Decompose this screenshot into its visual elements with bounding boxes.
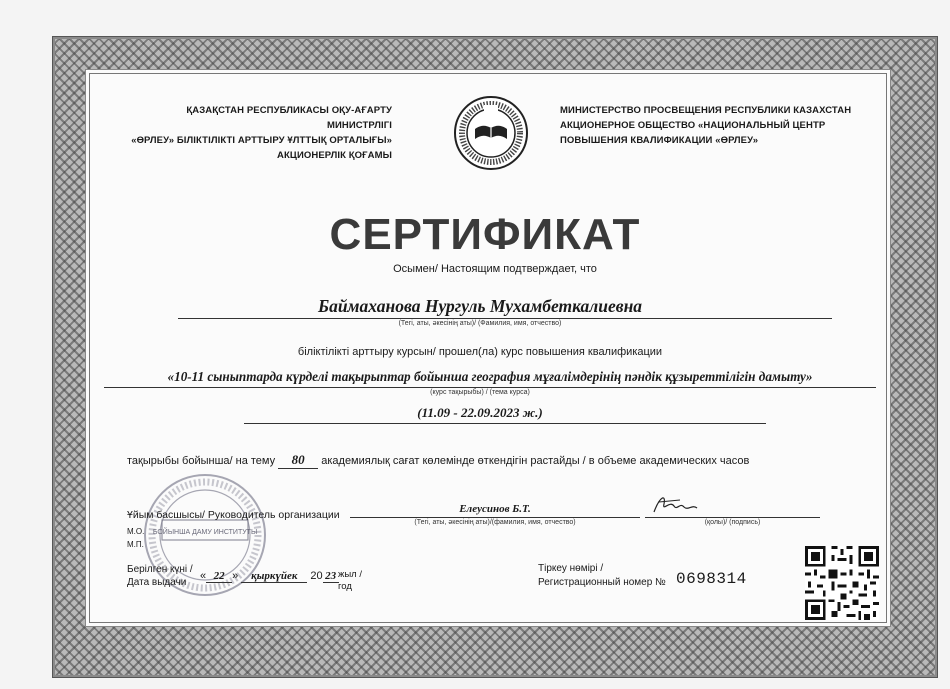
head-name: Елеусинов Б.Т. — [459, 503, 531, 515]
header-right-line: МИНИСТЕРСТВО ПРОСВЕЩЕНИЯ РЕСПУБЛИКИ КАЗАХСТАН — [560, 105, 852, 116]
signature-underline — [645, 517, 820, 518]
recipient-name-hint: (Тегі, аты, әкесінің аты)/ (Фамилия, имя, отчество) — [398, 320, 562, 327]
issue-date-label-ru: Дата выдачи — [127, 577, 187, 588]
course-topic: «10-11 сыныптарда күрделі тақырыптар бойынша география мұғалімдерінің пәндік құзыреттілігін дамыту» — [167, 369, 813, 384]
registration-label — [538, 562, 666, 590]
certificate-title: СЕРТИФИКАТ — [329, 210, 641, 259]
hours-value: 80 — [278, 452, 318, 469]
head-label: Ұйым басшысы/ Руководитель организации — [127, 509, 340, 521]
header-right-line: АКЦИОНЕРНОЕ ОБЩЕСТВО «НАЦИОНАЛЬНЫЙ ЦЕНТР — [560, 120, 826, 131]
header-left-line: «ӨРЛЕУ» БІЛІКТІЛІКТІ АРТТЫРУ ҰЛТТЫҚ ОРТАЛЫҒЫ» — [131, 135, 392, 146]
seal-place-ru: М.П. — [127, 540, 144, 549]
header-left-line: ҚАЗАҚСТАН РЕСПУБЛИКАСЫ ОҚУ-АҒАРТУ МИНИСТРЛІГІ — [186, 105, 392, 131]
header-right-line: ПОВЫШЕНИЯ КВАЛИФИКАЦИИ «ӨРЛЕУ» — [560, 135, 759, 146]
qr-code-icon — [805, 546, 879, 620]
issue-day: 22 — [206, 570, 232, 583]
course-dates: (11.09 - 22.09.2023 ж.) — [417, 405, 543, 420]
stamp-text: БОЙЫНША ДАМУ ИНСТИТУТЫ — [152, 529, 258, 536]
registration-label-ru: Регистрационный номер № — [538, 577, 666, 588]
year-label — [338, 569, 362, 593]
recipient-name: Баймаханова Нургуль Мухамбеткалиевна — [317, 296, 643, 316]
signature-image — [650, 490, 700, 518]
hours-suffix: академиялық сағат көлемінде өткендігін растайды / в объеме академических часов — [321, 455, 750, 467]
hours-prefix: тақырыбы бойынша/ на тему — [127, 455, 276, 467]
confirm-text: Осымен/ Настоящим подтверждает, что — [393, 263, 597, 275]
hours-row — [127, 452, 847, 469]
registration-number: 0698314 — [676, 570, 747, 588]
head-name-hint: (Тегі, аты, әкесінің аты)/(фамилия, имя, отчество) — [414, 519, 576, 526]
signature-hint: (қолы)/ (подпись) — [704, 519, 761, 526]
issue-date-label-kz: Берілген күні / — [127, 564, 193, 575]
orleu-logo-icon — [453, 95, 529, 171]
head-name-underline — [350, 517, 640, 518]
seal-place — [127, 525, 144, 551]
header-left-line: АКЦИОНЕРЛІК ҚОҒАМЫ — [277, 150, 392, 161]
issue-year-suffix: 23 — [323, 570, 339, 583]
course-underline — [104, 387, 876, 388]
course-topic-hint: (курс тақырыбы) / (тема курса) — [430, 389, 530, 396]
issue-date: « 22 » қыркүйек 20 23 — [200, 570, 339, 583]
issue-month: қыркүйек — [241, 570, 307, 583]
course-intro: біліктілікті арттыру курсын/ прошел(ла) курс повышения квалификации — [297, 346, 663, 358]
header-left — [120, 103, 392, 163]
name-underline — [178, 318, 832, 319]
year-label-kz: жыл / — [338, 569, 363, 580]
year-label-ru: год — [338, 581, 352, 592]
header-right — [560, 103, 860, 148]
issue-date-label — [127, 563, 193, 589]
issue-year-prefix: 20 — [310, 570, 323, 582]
seal-place-kz: М.О. — [127, 527, 145, 536]
registration-label-kz: Тіркеу нөмірі / — [538, 563, 604, 574]
dates-underline — [244, 423, 766, 424]
